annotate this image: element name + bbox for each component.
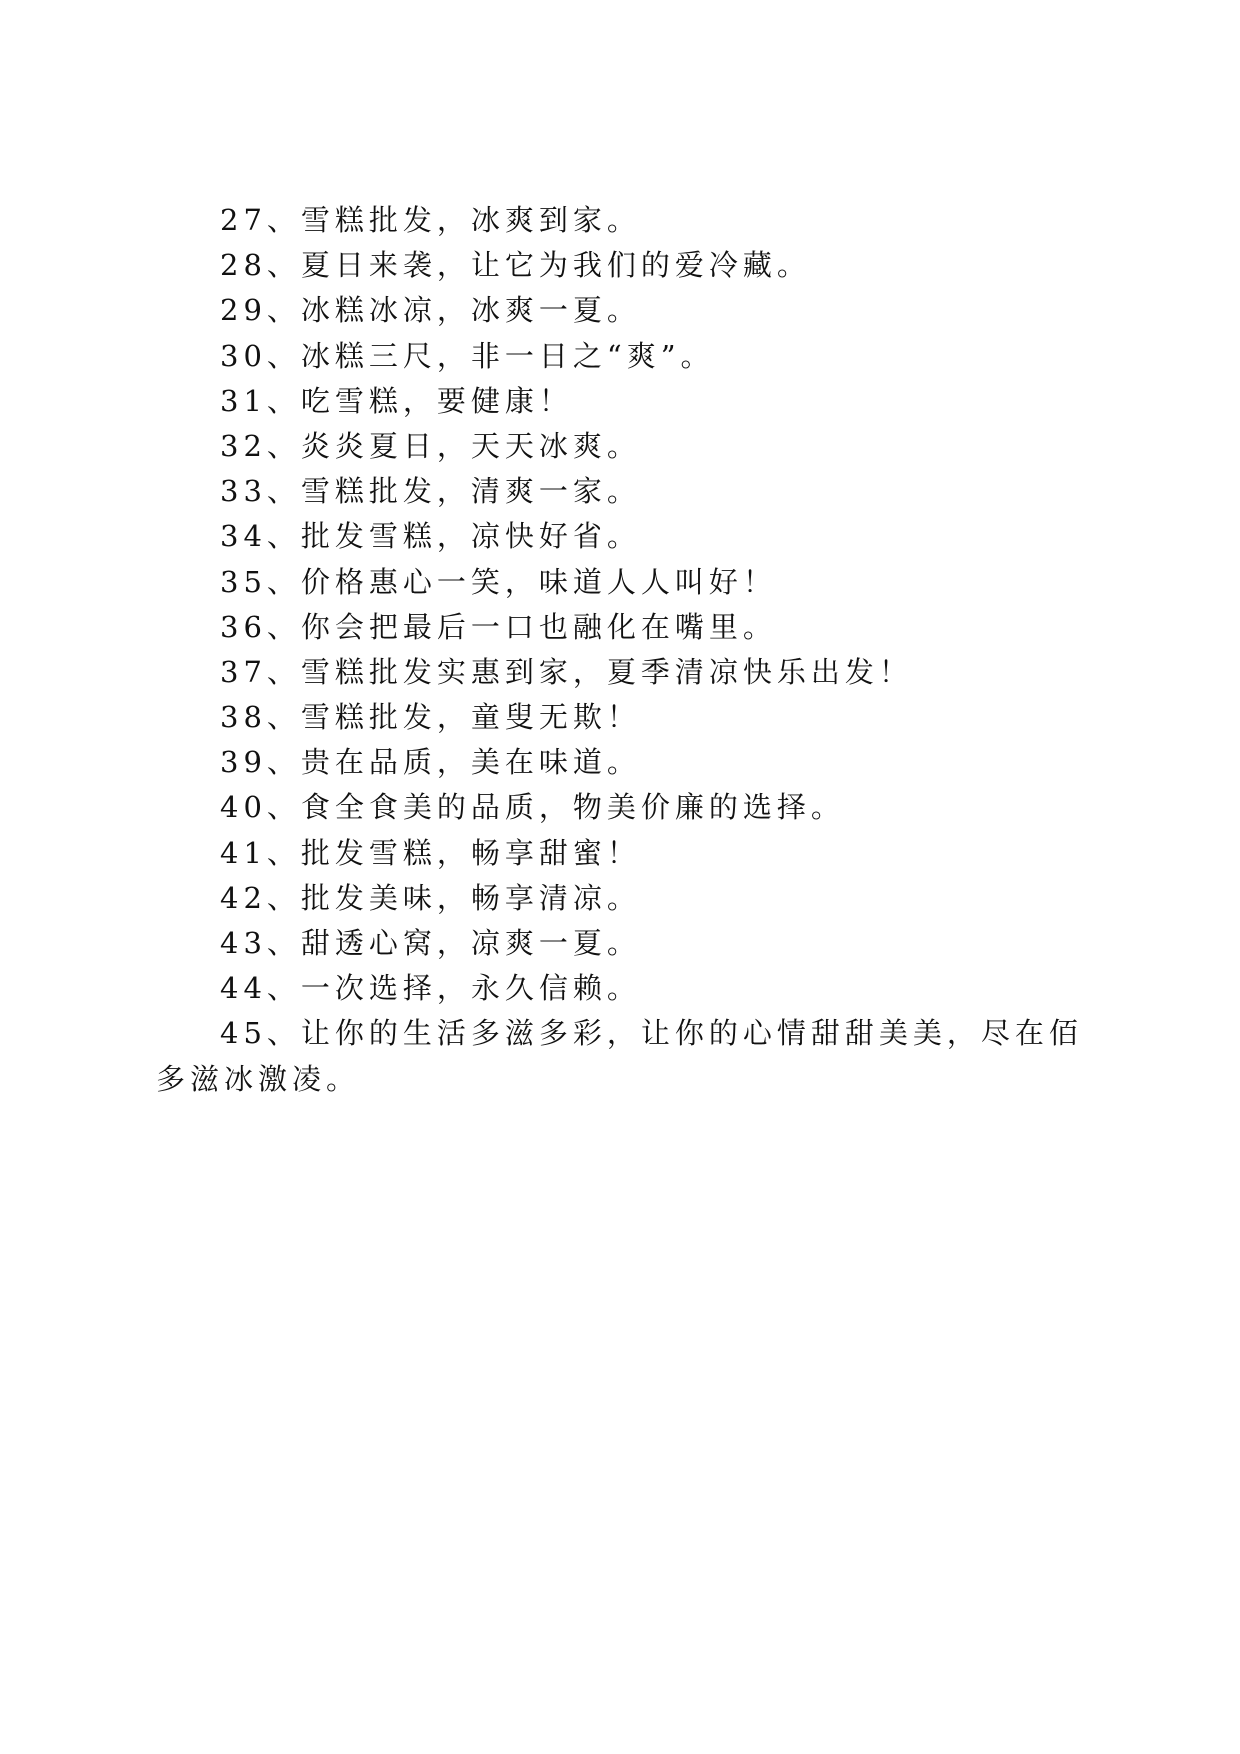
list-item: 40、食全食美的品质，物美价廉的选择。 [220, 790, 845, 825]
list-item: 41、批发雪糕，畅享甜蜜！ [220, 835, 641, 870]
list-item: 28、夏日来袭，让它为我们的爱冷藏。 [220, 248, 811, 283]
list-item: 39、贵在品质，美在味道。 [220, 745, 641, 780]
list-item: 33、雪糕批发，清爽一家。 [220, 474, 641, 509]
list-item: 42、批发美味，畅享清凉。 [220, 880, 641, 915]
list-item: 43、甜透心窝，凉爽一夏。 [220, 926, 641, 960]
slogan-list [156, 198, 1086, 1102]
list-item: 32、炎炎夏日，天天冰爽。 [220, 428, 641, 463]
list-item: 30、冰糕三尺，非一日之“爽”。 [220, 338, 715, 373]
list-item: 34、批发雪糕，凉快好省。 [220, 519, 641, 554]
list-item: 35、价格惠心一笑，味道人人叫好！ [220, 564, 777, 599]
list-item: 38、雪糕批发，童叟无欺！ [220, 700, 641, 735]
list-item: 29、冰糕冰凉，冰爽一夏。 [220, 293, 641, 328]
list-item: 45、让你的生活多滋多彩，让你的心情甜甜美美，尽在佰多滋冰激凌。 [156, 1016, 1083, 1096]
list-item: 31、吃雪糕，要健康！ [220, 383, 573, 418]
list-item: 36、你会把最后一口也融化在嘴里。 [220, 609, 777, 644]
list-item: 37、雪糕批发实惠到家，夏季清凉快乐出发！ [220, 654, 913, 689]
list-item: 44、一次选择，永久信赖。 [220, 971, 641, 1006]
list-item: 27、雪糕批发，冰爽到家。 [220, 203, 641, 237]
